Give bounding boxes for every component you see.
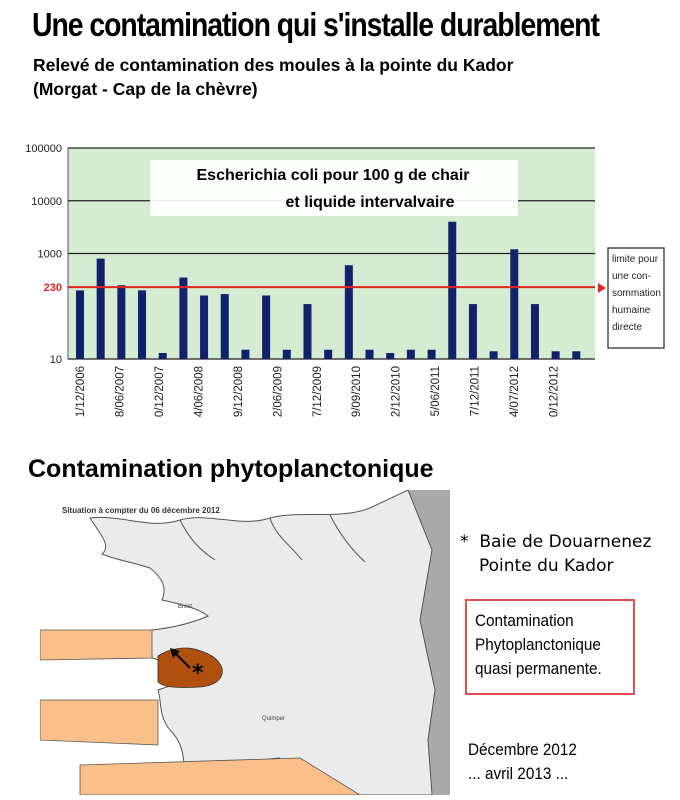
map-zone-orange-north: [40, 630, 152, 660]
bar: [76, 290, 84, 359]
bar: [200, 295, 208, 359]
map-label-brest: Brest: [178, 604, 193, 610]
phytoplankton-map: [40, 490, 450, 795]
map-marker: *: [192, 661, 204, 686]
note-line3: quasi permanente.: [475, 659, 602, 678]
bar: [97, 259, 105, 359]
bar: [324, 350, 332, 359]
note-line1: Contamination: [475, 611, 574, 630]
threshold-tick-label: 230: [43, 282, 62, 295]
legend-line2: Pointe du Kador: [479, 556, 614, 576]
bar: [138, 290, 146, 359]
page-subtitle-location: (Morgat - Cap de la chèvre): [33, 79, 258, 99]
x-tick-label: 9/12/2008: [232, 366, 245, 418]
page-title: Une contamination qui s'installe durablement: [32, 6, 599, 43]
bar: [428, 350, 436, 359]
chart-title-line1: Escherichia coli pour 100 g de chair: [196, 167, 470, 184]
bar: [345, 265, 353, 359]
bar: [159, 353, 167, 359]
period-dates: [468, 738, 589, 786]
x-tick-label: 4/06/2008: [193, 366, 206, 418]
x-tick-label: 2/12/2010: [390, 366, 403, 418]
bar: [221, 294, 229, 359]
x-tick-label: 2/06/2009: [272, 366, 285, 418]
y-tick-label: 100000: [25, 143, 62, 155]
bar: [490, 351, 498, 359]
threshold-legend-line: directe: [612, 322, 643, 333]
page-subtitle: Relevé de contamination des moules à la pointe du Kador: [33, 55, 514, 75]
x-tick-label: 7/12/2009: [311, 366, 324, 418]
map-legend: [460, 530, 651, 578]
bar: [283, 350, 291, 359]
bar: [510, 249, 518, 359]
y-tick-label: 10000: [31, 195, 62, 208]
bar: [386, 353, 394, 359]
bar: [117, 285, 125, 359]
x-tick-label: 8/06/2007: [114, 366, 127, 418]
x-tick-label: 1/12/2006: [75, 366, 87, 418]
bar: [407, 350, 415, 359]
bar: [262, 295, 270, 359]
date-line2: ... avril 2013 ...: [468, 764, 569, 783]
ecoli-bar-chart: [0, 140, 680, 440]
x-tick-label: 9/09/2010: [351, 366, 364, 418]
bar: [572, 351, 580, 359]
contamination-note-box: [465, 599, 635, 695]
x-tick-label: 0/12/2012: [548, 366, 561, 418]
x-tick-label: 0/12/2007: [153, 366, 166, 418]
bar: [531, 304, 539, 359]
chart-title-line2: et liquide intervalvaire: [285, 194, 455, 211]
bar: [366, 350, 374, 359]
map-zone-orange-south: [40, 700, 158, 745]
bar: [179, 278, 187, 359]
x-tick-label: 7/12/2011: [469, 365, 482, 417]
threshold-legend-line: limite pour: [612, 254, 659, 265]
map-caption: Situation à compter du 06 décembre 2012: [62, 506, 220, 515]
x-tick-label: 4/07/2012: [509, 366, 522, 418]
section-title: Contamination phytoplanctonique: [28, 455, 434, 483]
threshold-legend-line: humaine: [612, 305, 651, 316]
bar: [552, 351, 560, 359]
map-label-quimper: Quimper: [262, 716, 286, 722]
bar: [303, 304, 311, 359]
y-tick-label: 10: [49, 354, 62, 366]
bar: [469, 304, 477, 359]
threshold-legend-line: une con-: [612, 271, 651, 282]
bar: [241, 350, 249, 359]
note-line2: Phytoplanctonique: [475, 635, 601, 654]
y-tick-label: 1000: [37, 248, 62, 261]
date-line1: Décembre 2012: [468, 740, 577, 759]
legend-star-marker: *: [460, 532, 469, 552]
bar: [448, 222, 456, 359]
x-tick-label: 5/06/2011: [430, 366, 443, 417]
threshold-arrow-icon: [598, 283, 606, 293]
legend-line1: Baie de Douarnenez: [479, 532, 652, 552]
threshold-legend-line: sommation: [612, 288, 661, 299]
